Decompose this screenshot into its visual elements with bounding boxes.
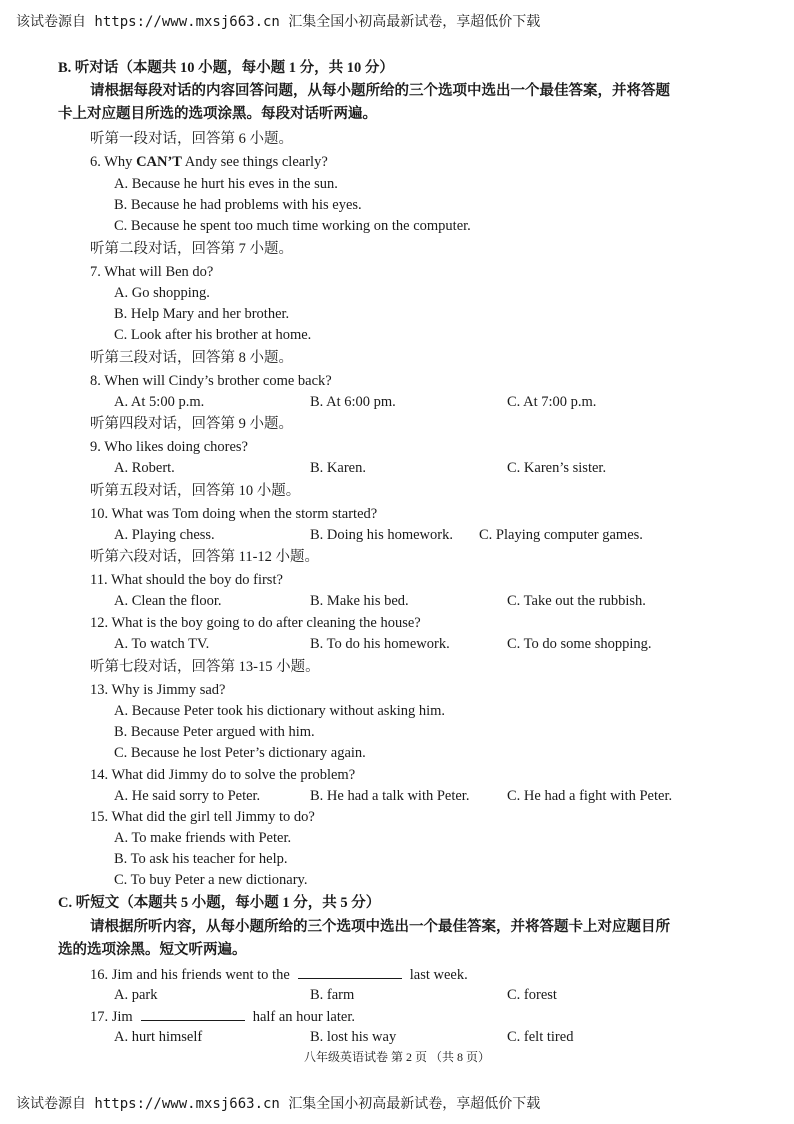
question-12-option-c: C. To do some shopping.	[507, 636, 652, 652]
question-8-stem: 8. When will Cindy’s brother come back?	[90, 373, 332, 389]
question-16-option-b: B. farm	[310, 987, 355, 1003]
dialog-2-intro: 听第二段对话，回答第 7 小题。	[90, 241, 293, 257]
section-c-instruction-2: 选的选项涂黑。短文听两遍。	[58, 942, 247, 958]
dialog-6-intro: 听第六段对话，回答第 11-12 小题。	[90, 549, 320, 565]
section-b-instruction-1: 请根据每段对话的内容回答问题，从每小题所给的三个选项中选出一个最佳答案，并将答题	[90, 83, 670, 99]
question-6-stem: 6. Why CAN’T Andy see things clearly?	[90, 154, 328, 170]
question-16-option-a: A. park	[114, 987, 158, 1003]
question-8-option-a: A. At 5:00 p.m.	[114, 394, 205, 410]
question-8-option-c: C. At 7:00 p.m.	[507, 394, 597, 410]
question-10-option-a: A. Playing chess.	[114, 527, 215, 543]
question-14-option-a: A. He said sorry to Peter.	[114, 788, 261, 804]
question-17-option-b: B. lost his way	[310, 1029, 397, 1045]
section-b-instruction-2: 卡上对应题目所选的选项涂黑。每段对话听两遍。	[58, 106, 377, 122]
question-6-option-b: B. Because he had problems with his eyes.	[114, 197, 362, 213]
answer-blank	[298, 964, 402, 979]
question-13-option-a: A. Because Peter took his dictionary without asking him.	[114, 703, 446, 719]
question-9-option-a: A. Robert.	[114, 460, 175, 476]
dialog-7-intro: 听第七段对话，回答第 13-15 小题。	[90, 659, 320, 675]
answer-blank	[141, 1006, 245, 1021]
question-17-option-a: A. hurt himself	[114, 1029, 203, 1045]
question-13-stem: 13. Why is Jimmy sad?	[90, 682, 226, 698]
question-11-stem: 11. What should the boy do first?	[90, 572, 283, 588]
question-9-option-c: C. Karen’s sister.	[507, 460, 607, 476]
question-7-option-b: B. Help Mary and her brother.	[114, 306, 290, 322]
question-17-option-c: C. felt tired	[507, 1029, 574, 1045]
question-14-stem: 14. What did Jimmy do to solve the problem?	[90, 767, 356, 783]
question-8-option-b: B. At 6:00 pm.	[310, 394, 396, 410]
question-14-option-b: B. He had a talk with Peter.	[310, 788, 470, 804]
question-10-option-b: B. Doing his homework.	[310, 527, 453, 543]
question-11-option-b: B. Make his bed.	[310, 593, 409, 609]
question-15-option-a: A. To make friends with Peter.	[114, 830, 292, 846]
question-15-option-b: B. To ask his teacher for help.	[114, 851, 288, 867]
section-c-title: C. 听短文（本题共 5 小题，每小题 1 分，共 5 分）	[58, 895, 381, 911]
watermark-top: 该试卷源自 https://www.mxsj663.cn 汇集全国小初高最新试卷，享超低价下载	[16, 14, 541, 30]
question-14-option-c: C. He had a fight with Peter.	[507, 788, 673, 804]
question-16-stem: 16. Jim and his friends went to the last week.	[90, 964, 468, 985]
question-6-option-a: A. Because he hurt his eves in the sun.	[114, 176, 338, 192]
watermark-bottom: 该试卷源自 https://www.mxsj663.cn 汇集全国小初高最新试卷，享超低价下载	[16, 1096, 541, 1112]
page-footer: 八年级英语试卷 第 2 页 （共 8 页）	[303, 1050, 490, 1064]
question-11-option-c: C. Take out the rubbish.	[507, 593, 646, 609]
question-12-option-b: B. To do his homework.	[310, 636, 450, 652]
question-7-option-c: C. Look after his brother at home.	[114, 327, 312, 343]
question-13-option-c: C. Because he lost Peter’s dictionary again.	[114, 745, 366, 761]
question-12-stem: 12. What is the boy going to do after cleaning the house?	[90, 615, 421, 631]
question-13-option-b: B. Because Peter argued with him.	[114, 724, 315, 740]
question-10-stem: 10. What was Tom doing when the storm started?	[90, 506, 378, 522]
dialog-4-intro: 听第四段对话，回答第 9 小题。	[90, 416, 293, 432]
dialog-1-intro: 听第一段对话，回答第 6 小题。	[90, 131, 293, 147]
question-15-option-c: C. To buy Peter a new dictionary.	[114, 872, 308, 888]
section-b-title: B. 听对话（本题共 10 小题，每小题 1 分，共 10 分）	[58, 60, 394, 76]
question-17-stem: 17. Jim half an hour later.	[90, 1006, 355, 1027]
section-c-instruction-1: 请根据所听内容，从每小题所给的三个选项中选出一个最佳答案，并将答题卡上对应题目所	[90, 919, 670, 935]
question-7-option-a: A. Go shopping.	[114, 285, 210, 301]
question-6-option-c: C. Because he spent too much time working on the computer.	[114, 218, 471, 234]
question-11-option-a: A. Clean the floor.	[114, 593, 222, 609]
question-9-option-b: B. Karen.	[310, 460, 366, 476]
question-12-option-a: A. To watch TV.	[114, 636, 210, 652]
question-10-option-c: C. Playing computer games.	[479, 527, 643, 543]
question-15-stem: 15. What did the girl tell Jimmy to do?	[90, 809, 315, 825]
dialog-5-intro: 听第五段对话，回答第 10 小题。	[90, 483, 301, 499]
question-16-option-c: C. forest	[507, 987, 557, 1003]
question-9-stem: 9. Who likes doing chores?	[90, 439, 248, 455]
dialog-3-intro: 听第三段对话，回答第 8 小题。	[90, 350, 293, 366]
question-7-stem: 7. What will Ben do?	[90, 264, 214, 280]
